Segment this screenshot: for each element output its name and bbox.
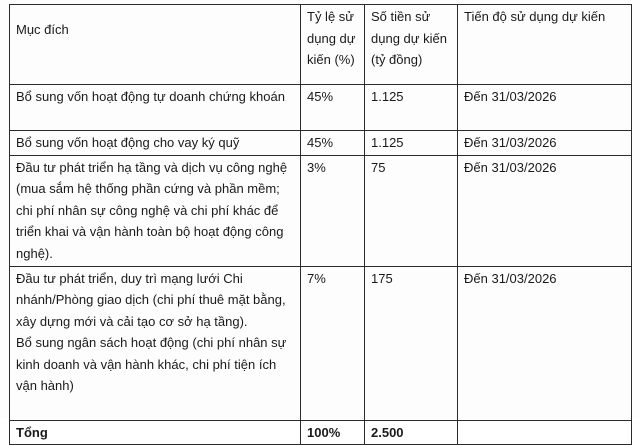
table-header-row	[10, 5, 632, 85]
cell-purpose-paragraph-extra: Bổ sung ngân sách hoạt động (chi phí nhân sự kinh doanh và vận hành khác, chi phí tiện ích vận hành)	[16, 335, 287, 393]
cell-schedule: Đến 31/03/2026	[458, 131, 632, 156]
table-row	[10, 155, 632, 266]
total-ratio: 100%	[301, 420, 365, 445]
header-purpose: Mục đích	[10, 5, 301, 85]
cell-purpose-paragraph: Đầu tư phát triển, duy trì mạng lưới Chi nhánh/Phòng giao dịch (chi phí thuê mặt bằng, xây dựng mới và cải tạo cơ sở hạ tầng).	[16, 270, 286, 329]
cell-amount: 75	[365, 155, 458, 266]
cell-schedule: Đến 31/03/2026	[458, 85, 632, 131]
table-row	[10, 266, 632, 420]
table-row	[10, 85, 632, 131]
cell-purpose: Bổ sung vốn hoạt động cho vay ký quỹ	[10, 131, 301, 156]
table-row	[10, 131, 632, 156]
total-schedule	[458, 420, 632, 445]
total-label: Tổng	[10, 420, 301, 445]
cell-ratio: 7%	[301, 266, 365, 420]
cell-ratio: 45%	[301, 131, 365, 156]
total-amount: 2.500	[365, 420, 458, 445]
cell-amount: 1.125	[365, 131, 458, 156]
cell-schedule: Đến 31/03/2026	[458, 155, 632, 266]
header-amount: Số tiền sử dụng dự kiến (tỷ đồng)	[365, 5, 458, 85]
capital-allocation-table	[9, 4, 632, 445]
table-total-row	[10, 420, 632, 445]
cell-ratio: 3%	[301, 155, 365, 266]
cell-purpose: Đầu tư phát triển hạ tầng và dịch vụ công nghệ (mua sắm hệ thống phần cứng và phần mềm; chi phí nhân sự công nghệ và chi phí khác để triển khai và vận hành toàn bộ hoạt động công nghệ).	[10, 155, 301, 266]
cell-amount: 1.125	[365, 85, 458, 131]
cell-amount: 175	[365, 266, 458, 420]
header-ratio: Tỷ lệ sử dụng dự kiến (%)	[301, 5, 365, 85]
cell-purpose: Bổ sung vốn hoạt động tự doanh chứng khoán	[10, 85, 301, 131]
cell-purpose	[10, 266, 301, 420]
cell-ratio: 45%	[301, 85, 365, 131]
header-schedule: Tiến độ sử dụng dự kiến	[458, 5, 632, 85]
cell-schedule: Đến 31/03/2026	[458, 266, 632, 420]
